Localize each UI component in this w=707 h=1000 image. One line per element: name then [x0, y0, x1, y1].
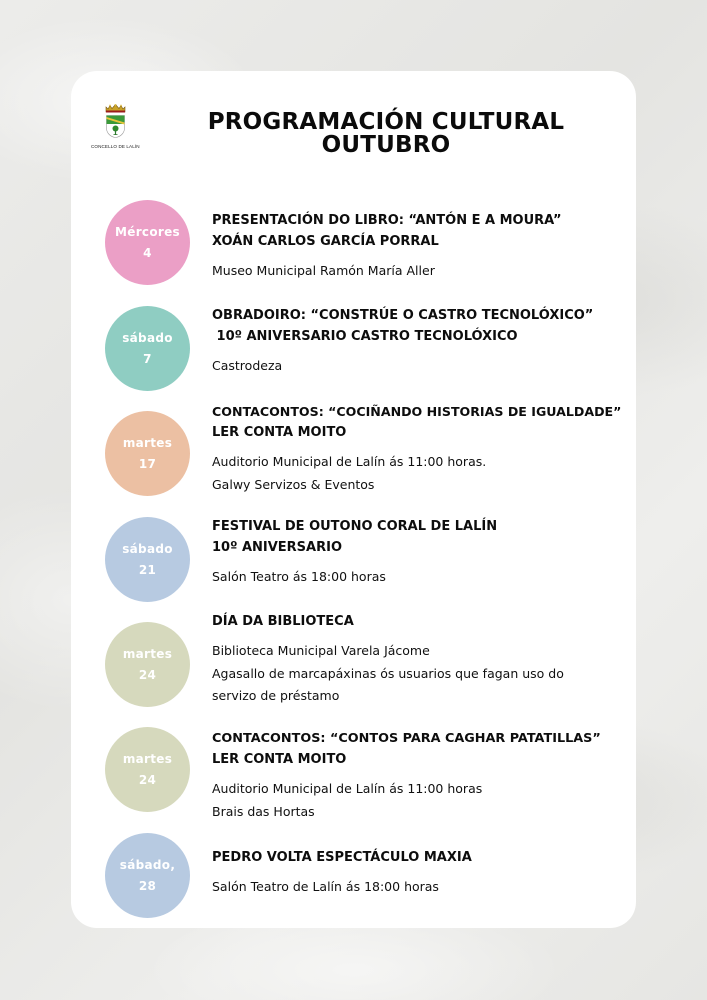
date-badge [105, 833, 190, 918]
event-info [212, 728, 642, 823]
date-weekday: martes [122, 435, 173, 450]
event-detail-line: Salón Teatro de Lalín ás 18:00 horas [212, 879, 439, 894]
event-title-line: DÍA DA BIBLIOTECA [212, 614, 354, 629]
event-detail-line: Galwy Servizos & Eventos [212, 476, 375, 492]
event-detail-line: Castrodeza [212, 358, 283, 373]
event-detail-line: Brais das Hortas [212, 803, 315, 819]
date-badge [105, 200, 190, 285]
coat-of-arms-icon [106, 115, 125, 138]
date-weekday: Mércores [115, 224, 180, 239]
date-weekday: sábado [122, 330, 173, 345]
event-title-line: CONTACONTOS: “COCIÑANDO HISTORIAS DE IGUALDADE” [212, 404, 622, 419]
event-info [212, 847, 642, 899]
event-detail-line: Auditorio Municipal de Lalín ás 11:00 horas [212, 781, 483, 796]
event-info [212, 611, 642, 708]
event-info [212, 401, 642, 496]
date-weekday: sábado [122, 541, 173, 556]
date-day: 7 [143, 351, 152, 366]
page-title-line1: PROGRAMACIÓN CULTURAL [207, 109, 565, 135]
event-info [212, 210, 642, 283]
date-day: 28 [138, 878, 157, 893]
date-badge [105, 411, 190, 496]
event-title-line: OBRADOIRO: “CONSTRÚE O CASTRO TECNOLÓXICO” [212, 308, 594, 323]
page-title [181, 111, 591, 157]
date-weekday: martes [122, 646, 173, 661]
event-detail-line: Museo Municipal Ramón María Aller [212, 263, 435, 278]
event-info [212, 516, 642, 589]
event-detail-line: servizo de préstamo [212, 688, 340, 703]
date-day: 17 [138, 456, 157, 471]
page-title-line2: OUTUBRO [321, 132, 451, 158]
event-detail-line: Salón Teatro ás 18:00 horas [212, 569, 386, 584]
event-title-line: XOÁN CARLOS GARCÍA PORRAL [212, 234, 439, 249]
program-card [71, 71, 636, 928]
concello-logo [91, 104, 139, 156]
event-title-line: FESTIVAL DE OUTONO CORAL DE LALÍN [212, 519, 498, 534]
date-badge [105, 727, 190, 812]
event-detail-line: Biblioteca Municipal Varela Jácome [212, 643, 430, 658]
date-badge [105, 306, 190, 391]
crown-icon [105, 104, 126, 113]
date-day: 24 [138, 772, 157, 787]
event-title-line: 10º ANIVERSARIO [212, 540, 342, 555]
date-day: 4 [143, 245, 152, 260]
event-info [212, 305, 642, 378]
event-title-line: LER CONTA MOITO [212, 752, 347, 767]
event-detail-line: Auditorio Municipal de Lalín ás 11:00 horas. [212, 454, 487, 469]
date-day: 24 [138, 667, 157, 682]
event-title-line: 10º ANIVERSARIO CASTRO TECNOLÓXICO [212, 329, 518, 344]
event-title-line: CONTACONTOS: “CONTOS PARA CAGHAR PATATILLAS” [212, 731, 601, 746]
date-badge [105, 517, 190, 602]
date-weekday: sábado, [119, 857, 176, 872]
date-badge [105, 622, 190, 707]
event-detail-line: Agasallo de marcapáxinas ós usuarios que fagan uso do [212, 665, 564, 681]
event-title-line: PEDRO VOLTA ESPECTÁCULO MAXIA [212, 850, 472, 865]
event-title-line: PRESENTACIÓN DO LIBRO: “ANTÓN E A MOURA” [212, 213, 562, 228]
date-weekday: martes [122, 751, 173, 766]
date-day: 21 [138, 562, 157, 577]
event-title-line: LER CONTA MOITO [212, 425, 347, 440]
logo-caption: CONCELLO DE LALÍN [91, 144, 140, 149]
